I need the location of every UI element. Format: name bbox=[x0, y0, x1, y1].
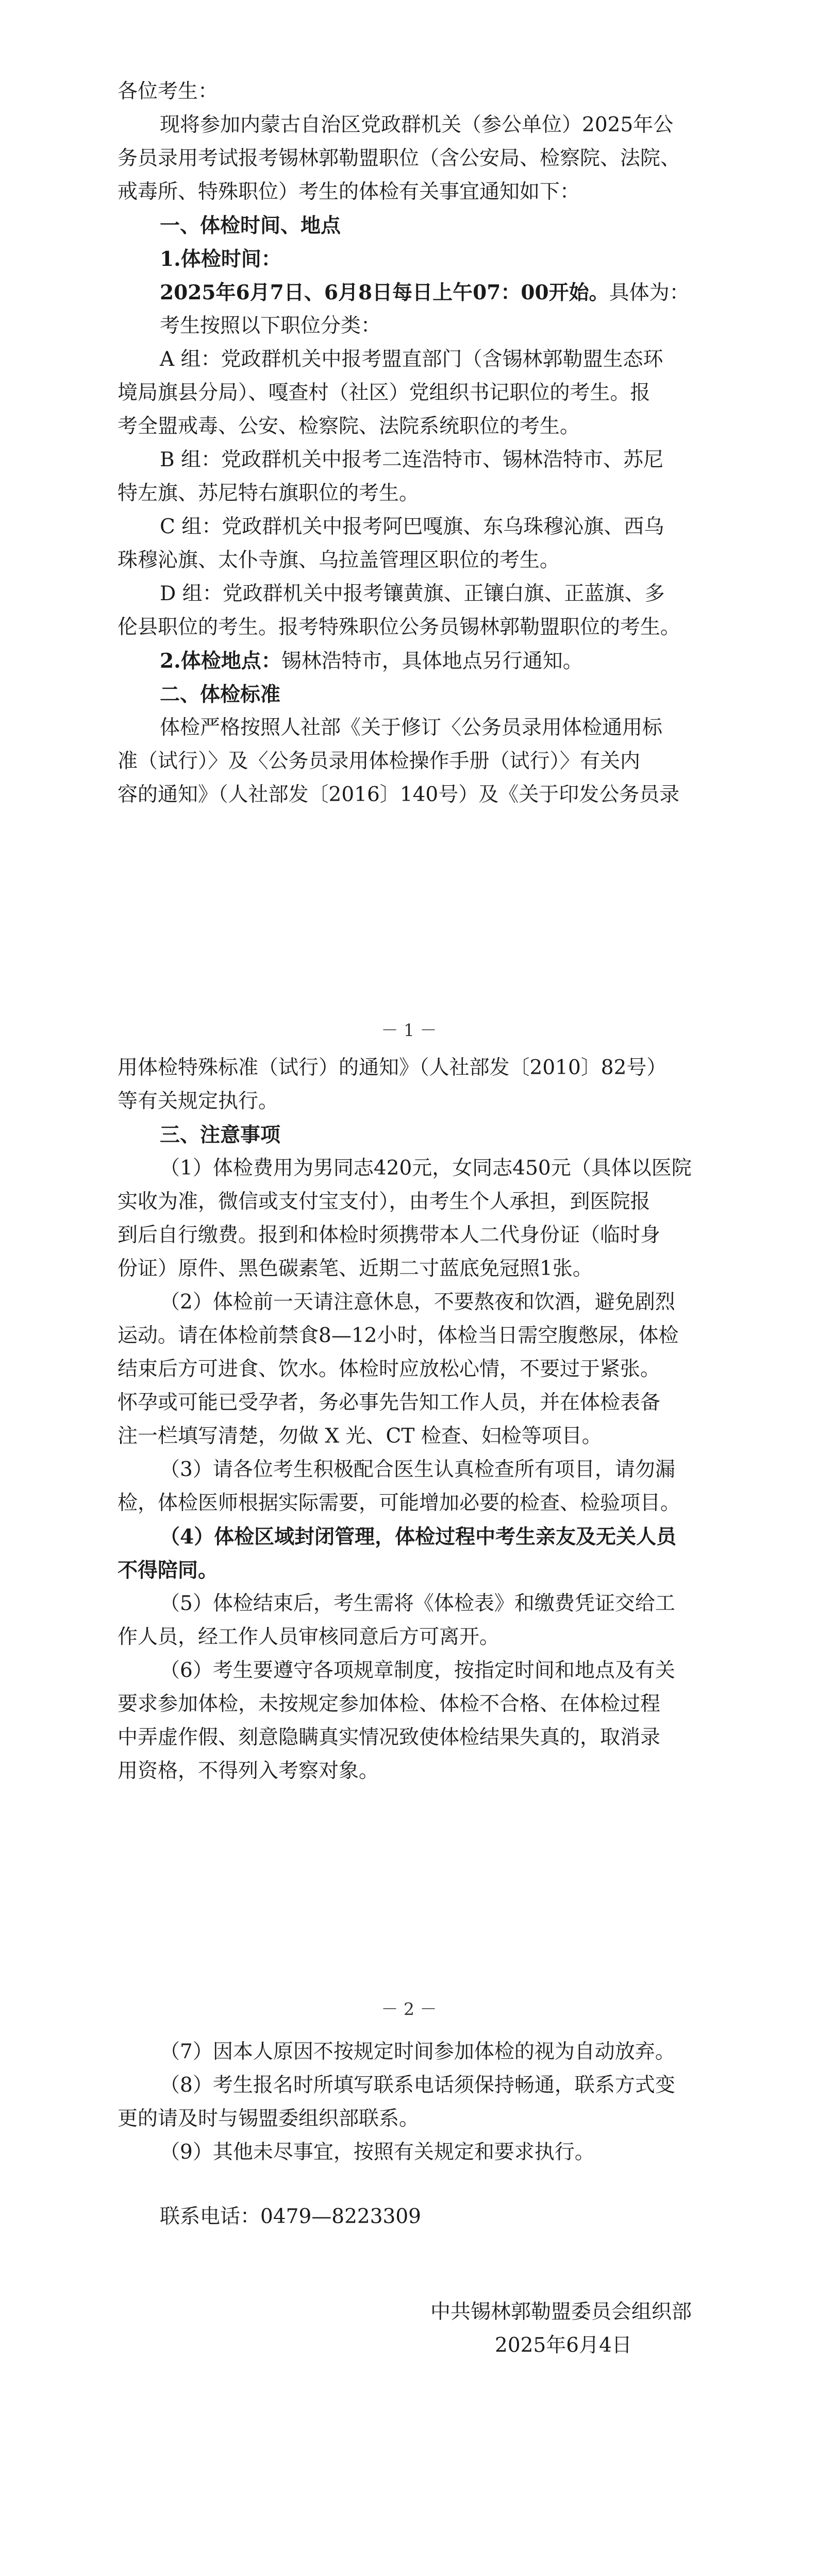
signature-date: 2025年6月4日 bbox=[495, 2334, 632, 2357]
group-b-line: B 组：党政群机关中报考二连浩特市、锡林浩特市、苏尼 bbox=[160, 448, 664, 471]
contact-phone: 联系电话：0479—8223309 bbox=[160, 2205, 421, 2228]
section-heading-3: 三、注意事项 bbox=[160, 1123, 281, 1147]
group-c-line: C 组：党政群机关中报考阿巴嘎旗、东乌珠穆沁旗、西乌 bbox=[160, 515, 664, 538]
note-9-line: （9）其他未尽事宜，按照有关规定和要求执行。 bbox=[160, 2141, 595, 2164]
standard-line: 容的通知》（人社部发〔2016〕140号）及《关于印发公务员录 bbox=[118, 783, 680, 806]
standard-line: 等有关规定执行。 bbox=[118, 1090, 279, 1113]
group-c-line: 珠穆沁旗、太仆寺旗、乌拉盖管理区职位的考生。 bbox=[118, 549, 560, 572]
note-1-line: 到后自行缴费。报到和体检时须携带本人二代身份证（临时身 bbox=[118, 1224, 661, 1247]
note-5-line: （5）体检结束后，考生需将《体检表》和缴费凭证交给工 bbox=[160, 1592, 675, 1615]
note-6-line: （6）考生要遵守各项规章制度，按指定时间和地点及有关 bbox=[160, 1659, 675, 1682]
group-d-line: D 组：党政群机关中报考镶黄旗、正镶白旗、正蓝旗、多 bbox=[160, 582, 665, 605]
exam-location-line bbox=[160, 647, 705, 676]
note-7-line: （7）因本人原因不按规定时间参加体检的视为自动放弃。 bbox=[160, 2040, 675, 2063]
note-1-line: （1）体检费用为男同志420元，女同志450元（具体以医院 bbox=[160, 1157, 692, 1180]
page-number: － 2 － bbox=[381, 1999, 437, 2019]
page-number: － 1 － bbox=[381, 1020, 437, 1040]
intro-line: 现将参加内蒙古自治区党政群机关（参公单位）2025年公 bbox=[160, 113, 674, 137]
note-6-line: 中弄虚作假、刻意隐瞒真实情况致使体检结果失真的，取消录 bbox=[118, 1726, 661, 1749]
exam-time-line bbox=[160, 278, 705, 308]
group-a-line: A 组：党政群机关中报考盟直部门（含锡林郭勒盟生态环 bbox=[160, 348, 663, 371]
body-line: 考生按照以下职位分类： bbox=[160, 314, 381, 337]
note-1-line: 实收为准，微信或支付宝支付），由考生个人承担，到医院报 bbox=[118, 1190, 650, 1213]
note-2-line: 注一栏填写清楚，勿做 X 光、CT 检查、妇检等项目。 bbox=[118, 1425, 602, 1448]
salutation: 各位考生： bbox=[118, 80, 219, 103]
note-2-line: 结束后方可进食、饮水。体检时应放松心情，不要过于紧张。 bbox=[118, 1358, 661, 1381]
note-6-line: 要求参加体检，未按规定参加体检、体检不合格、在体检过程 bbox=[118, 1692, 661, 1716]
standard-line: 准（试行）〉及〈公务员录用体检操作手册（试行）〉有关内 bbox=[118, 750, 641, 773]
group-a-line: 考全盟戒毒、公安、检察院、法院系统职位的考生。 bbox=[118, 415, 580, 438]
exam-time-bold: 2025年6月7日、6月8日每日上午07：00开始。 bbox=[160, 281, 609, 304]
exam-location-value: 锡林浩特市，具体地点另行通知。 bbox=[281, 650, 583, 673]
group-d-line: 伦县职位的考生。报考特殊职位公务员锡林郭勒盟职位的考生。 bbox=[118, 616, 681, 639]
note-8-line: （8）考生报名时所填写联系电话须保持畅通，联系方式变 bbox=[160, 2074, 675, 2097]
signature-org: 中共锡林郭勒盟委员会组织部 bbox=[430, 2300, 692, 2324]
note-3-line: 检，体检医师根据实际需要，可能增加必要的检查、检验项目。 bbox=[118, 1492, 681, 1515]
exam-time-suffix: 具体为： bbox=[609, 281, 690, 304]
note-4-line: （4）体检区域封闭管理，体检过程中考生亲友及无关人员 bbox=[160, 1525, 677, 1549]
standard-line: 体检严格按照人社部《关于修订〈公务员录用体检通用标 bbox=[160, 716, 663, 739]
note-5-line: 作人员，经工作人员审核同意后方可离开。 bbox=[118, 1625, 500, 1649]
exam-location-label: 2.体检地点： bbox=[160, 649, 281, 673]
note-8-line: 更的请及时与锡盟委组织部联系。 bbox=[118, 2107, 420, 2130]
note-2-line: （2）体检前一天请注意休息，不要熬夜和饮酒，避免剧烈 bbox=[160, 1291, 675, 1314]
subheading-exam-time: 1.体检时间： bbox=[160, 247, 281, 271]
note-6-line: 用资格，不得列入考察对象。 bbox=[118, 1759, 379, 1783]
intro-line: 戒毒所、特殊职位）考生的体检有关事宜通知如下： bbox=[118, 180, 580, 204]
group-b-line: 特左旗、苏尼特右旗职位的考生。 bbox=[118, 482, 420, 505]
note-4-line: 不得陪同。 bbox=[118, 1558, 219, 1582]
section-heading-2: 二、体检标准 bbox=[160, 683, 281, 706]
note-2-line: 运动。请在体检前禁食8—12小时，体检当日需空腹憋尿，体检 bbox=[118, 1324, 679, 1347]
group-a-line: 境局旗县分局）、嘎查村（社区）党组织书记职位的考生。报 bbox=[118, 381, 650, 404]
intro-line: 务员录用考试报考锡林郭勒盟职位（含公安局、检察院、法院、 bbox=[118, 147, 681, 170]
standard-line: 用体检特殊标准（试行）的通知》（人社部发〔2010〕82号） bbox=[118, 1056, 667, 1079]
note-1-line: 份证）原件、黑色碳素笔、近期二寸蓝底免冠照1张。 bbox=[118, 1257, 593, 1280]
note-3-line: （3）请各位考生积极配合医生认真检查所有项目，请勿漏 bbox=[160, 1458, 675, 1481]
section-heading-1: 一、体检时间、地点 bbox=[160, 214, 341, 238]
note-2-line: 怀孕或可能已受孕者，务必事先告知工作人员，并在体检表备 bbox=[118, 1391, 661, 1414]
